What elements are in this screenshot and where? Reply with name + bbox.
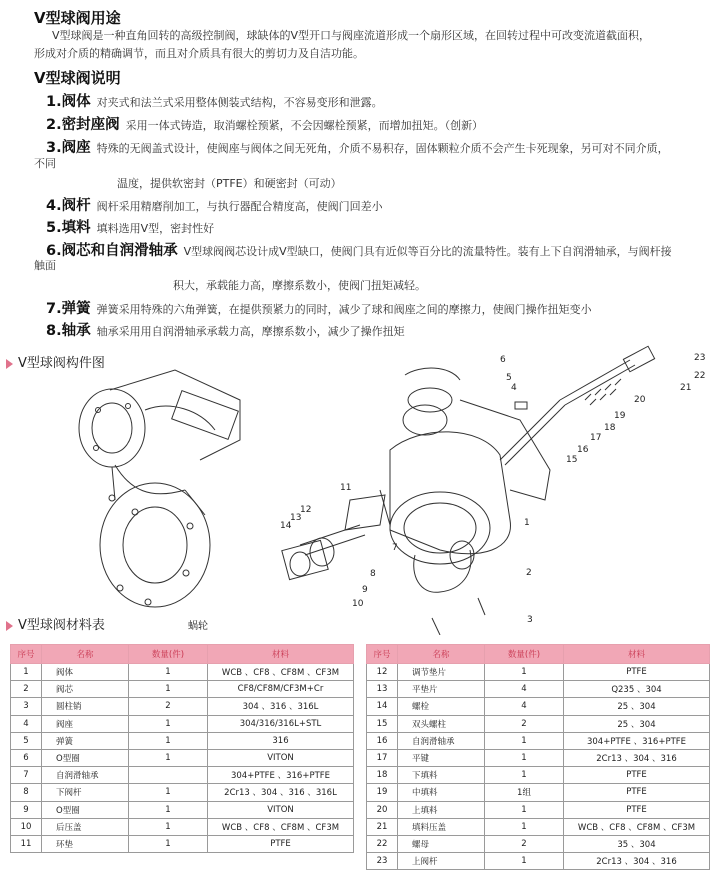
cell-no: 12: [367, 664, 398, 681]
cell-qty: 1: [129, 664, 208, 681]
cell-material: 35 、304: [564, 835, 710, 852]
usage-line-2: 形成对介质的精确调节，而且对介质具有很大的剪切力及自洁功能。: [34, 47, 364, 60]
svg-text:20: 20: [634, 395, 646, 405]
cell-material: PTFE: [208, 835, 354, 852]
cell-qty: 1: [129, 784, 208, 801]
cell-no: 17: [367, 749, 398, 766]
cell-name: 下填料: [398, 767, 485, 784]
svg-text:14: 14: [280, 521, 292, 531]
cell-no: 18: [367, 767, 398, 784]
cell-name: 上阀杆: [398, 853, 485, 870]
cell-qty: 1: [485, 801, 564, 818]
cell-qty: 1: [129, 715, 208, 732]
cell-qty: 1: [129, 749, 208, 766]
svg-text:19: 19: [614, 411, 626, 421]
cell-no: 14: [367, 698, 398, 715]
desc-item-6-cont: 触面: [34, 259, 56, 272]
cell-qty: 1: [129, 681, 208, 698]
materials-table-left: [10, 644, 354, 853]
svg-text:15: 15: [566, 455, 578, 465]
svg-text:8: 8: [370, 569, 376, 579]
cell-no: 23: [367, 853, 398, 870]
desc-title: V型球阀说明: [34, 69, 121, 87]
cell-material: WCB 、CF8 、CF8M 、CF3M: [208, 818, 354, 835]
cell-qty: 1: [129, 732, 208, 749]
cell-name: O型圈: [42, 801, 129, 818]
cell-name: 后压盖: [42, 818, 129, 835]
cell-name: 调节垫片: [398, 664, 485, 681]
table-row: [367, 732, 710, 749]
cell-name: 螺栓: [398, 698, 485, 715]
cell-qty: 2: [129, 698, 208, 715]
desc-item-6: 6.阀芯和自润滑轴承 V型球阀阀芯设计成V型缺口，使阀门具有近似等百分比的流量特性。装有上下自润滑轴承，与阀杆接: [46, 243, 672, 259]
diagram-heading: V型球阀构件图: [6, 352, 105, 371]
cell-qty: 2: [485, 835, 564, 852]
table-row: [11, 681, 354, 698]
svg-text:6: 6: [500, 355, 506, 365]
table-row: [11, 715, 354, 732]
cell-material: 316: [208, 732, 354, 749]
desc-item-6-cont2: 积大，承载能力高，摩擦系数小，使阀门扭矩减轻。: [173, 279, 426, 292]
svg-text:23: 23: [694, 353, 706, 363]
cell-no: 20: [367, 801, 398, 818]
exploded-valve-parts: [282, 346, 655, 635]
cell-no: 8: [11, 784, 42, 801]
table-row: [11, 784, 354, 801]
cell-qty: 1: [485, 818, 564, 835]
table-row: [367, 818, 710, 835]
cell-qty: 4: [485, 698, 564, 715]
svg-text:1: 1: [524, 518, 530, 528]
cell-material: 2Cr13 、304 、316: [564, 853, 710, 870]
cell-no: 7: [11, 767, 42, 784]
cell-name: 圆柱销: [42, 698, 129, 715]
cell-name: 螺母: [398, 835, 485, 852]
table-row: [11, 801, 354, 818]
cell-material: 2Cr13 、304 、316: [564, 749, 710, 766]
svg-text:3: 3: [527, 615, 533, 625]
usage-line-1: V型球阀是一种直角回转的高级控制阀，球缺体的V型开口与阀座流道形成一个扇形区域，在回转过程中可改变流道截面积，: [52, 29, 651, 42]
header-material: 材料: [564, 645, 710, 664]
table-row: [11, 835, 354, 852]
cell-name: 中填料: [398, 784, 485, 801]
cell-name: 填料压盖: [398, 818, 485, 835]
cell-no: 22: [367, 835, 398, 852]
cell-qty: 1: [129, 818, 208, 835]
triangle-bullet-icon: [6, 621, 13, 631]
table-row: [11, 749, 354, 766]
svg-text:7: 7: [392, 543, 398, 553]
header-qty: 数量(件): [485, 645, 564, 664]
cell-material: WCB 、CF8 、CF8M 、CF3M: [208, 664, 354, 681]
cell-no: 4: [11, 715, 42, 732]
usage-paragraph: [34, 27, 714, 63]
desc-item-2: 2.密封座阀 采用一体式铸造，取消螺栓预紧，不会因螺栓预紧，而增加扭矩。（创新）: [46, 117, 484, 133]
diagram-caption: 蜗轮: [188, 621, 208, 632]
cell-qty: 1: [485, 853, 564, 870]
cell-qty: 4: [485, 681, 564, 698]
assembled-valve: [79, 370, 240, 607]
cell-no: 3: [11, 698, 42, 715]
cell-material: 25 、304: [564, 715, 710, 732]
svg-text:4: 4: [511, 383, 517, 393]
cell-material: PTFE: [564, 801, 710, 818]
cell-qty: 1: [129, 801, 208, 818]
table-row: [11, 818, 354, 835]
cell-no: 13: [367, 681, 398, 698]
cell-no: 21: [367, 818, 398, 835]
desc-item-5: 5.填料 填料选用V型，密封性好: [46, 220, 215, 236]
cell-material: WCB 、CF8 、CF8M 、CF3M: [564, 818, 710, 835]
header-material: 材料: [208, 645, 354, 664]
cell-qty: 1: [129, 835, 208, 852]
table-header-row: [11, 645, 354, 664]
cell-name: 自润滑轴承: [42, 767, 129, 784]
cell-no: 2: [11, 681, 42, 698]
desc-item-7: 7.弹簧 弹簧采用特殊的六角弹簧，在提供预紧力的同时，减少了球和阀座之间的摩擦力，使阀门操作扭矩变小: [46, 301, 592, 317]
svg-text:12: 12: [300, 505, 312, 515]
cell-material: PTFE: [564, 784, 710, 801]
table-heading: V型球阀材料表: [6, 614, 105, 633]
desc-item-1: 1.阀体 对夹式和法兰式采用整体侧装式结构，不容易变形和泄露。: [46, 94, 383, 110]
svg-text:2: 2: [526, 568, 532, 578]
cell-material: 2Cr13 、304 、316 、316L: [208, 784, 354, 801]
header-qty: 数量(件): [129, 645, 208, 664]
table-row: [367, 749, 710, 766]
cell-no: 11: [11, 835, 42, 852]
cell-no: 15: [367, 715, 398, 732]
cell-material: 25 、304: [564, 698, 710, 715]
svg-text:22: 22: [694, 371, 706, 381]
usage-title: V型球阀用途: [34, 9, 121, 27]
svg-text:21: 21: [680, 383, 692, 393]
cell-no: 9: [11, 801, 42, 818]
table-row: [11, 664, 354, 681]
header-no: 序号: [11, 645, 42, 664]
cell-qty: 1: [485, 749, 564, 766]
cell-name: 弹簧: [42, 732, 129, 749]
desc-item-3: 3.阀座 特殊的无阀盖式设计，使阀座与阀体之间无死角，介质不易积存，固体颗粒介质不会产生卡死现象，另可对不同介质，: [46, 140, 669, 156]
cell-name: 阀体: [42, 664, 129, 681]
header-name: 名称: [398, 645, 485, 664]
cell-qty: 1: [485, 664, 564, 681]
cell-material: 304/316/316L+STL: [208, 715, 354, 732]
cell-material: PTFE: [564, 767, 710, 784]
materials-table-right: [366, 644, 710, 870]
cell-qty: 1: [485, 767, 564, 784]
cell-material: 304+PTFE 、316+PTFE: [208, 767, 354, 784]
desc-item-3-cont2: 温度，提供软密封（PTFE）和硬密封（可动）: [117, 177, 342, 190]
desc-item-8: 8.轴承 轴承采用用自润滑轴承承载力高，摩擦系数小，减少了操作扭矩: [46, 323, 405, 339]
svg-text:11: 11: [340, 483, 352, 493]
cell-material: PTFE: [564, 664, 710, 681]
svg-text:13: 13: [290, 513, 302, 523]
cell-name: 环垫: [42, 835, 129, 852]
cell-no: 5: [11, 732, 42, 749]
svg-text:5: 5: [506, 373, 512, 383]
cell-name: 平垫片: [398, 681, 485, 698]
cell-material: Q235 、304: [564, 681, 710, 698]
cell-name: 平键: [398, 749, 485, 766]
cell-name: 阀座: [42, 715, 129, 732]
cell-name: O型圈: [42, 749, 129, 766]
cell-no: 1: [11, 664, 42, 681]
table-header-row: [367, 645, 710, 664]
cell-name: 阀芯: [42, 681, 129, 698]
table-row: [367, 681, 710, 698]
cell-material: VITON: [208, 749, 354, 766]
table-row: [367, 835, 710, 852]
cell-no: 16: [367, 732, 398, 749]
table-row: [367, 767, 710, 784]
svg-text:18: 18: [604, 423, 616, 433]
cell-name: 下阀杆: [42, 784, 129, 801]
header-no: 序号: [367, 645, 398, 664]
cell-material: CF8/CF8M/CF3M+Cr: [208, 681, 354, 698]
cell-qty: 2: [485, 715, 564, 732]
table-row: [367, 715, 710, 732]
table-row: [367, 784, 710, 801]
table-row: [367, 801, 710, 818]
header-name: 名称: [42, 645, 129, 664]
cell-qty: [129, 767, 208, 784]
cell-no: 6: [11, 749, 42, 766]
cell-material: 304+PTFE 、316+PTFE: [564, 732, 710, 749]
valve-exploded-diagram: [0, 340, 720, 635]
cell-no: 10: [11, 818, 42, 835]
table-row: [11, 732, 354, 749]
cell-no: 19: [367, 784, 398, 801]
desc-item-3-cont: 不同: [34, 157, 56, 170]
cell-name: 上填料: [398, 801, 485, 818]
table-row: [11, 767, 354, 784]
svg-text:16: 16: [577, 445, 589, 455]
cell-material: VITON: [208, 801, 354, 818]
part-number-labels: [280, 353, 705, 625]
table-row: [367, 664, 710, 681]
svg-text:17: 17: [590, 433, 602, 443]
cell-name: 自润滑轴承: [398, 732, 485, 749]
cell-qty: 1: [485, 732, 564, 749]
svg-text:9: 9: [362, 585, 368, 595]
table-row: [367, 698, 710, 715]
cell-material: 304 、316 、316L: [208, 698, 354, 715]
svg-text:10: 10: [352, 599, 364, 609]
desc-item-4: 4.阀杆 阀杆采用精磨削加工，与执行器配合精度高，使阀门回差小: [46, 198, 383, 214]
table-row: [11, 698, 354, 715]
table-row: [367, 853, 710, 870]
cell-name: 双头螺柱: [398, 715, 485, 732]
cell-qty: 1组: [485, 784, 564, 801]
